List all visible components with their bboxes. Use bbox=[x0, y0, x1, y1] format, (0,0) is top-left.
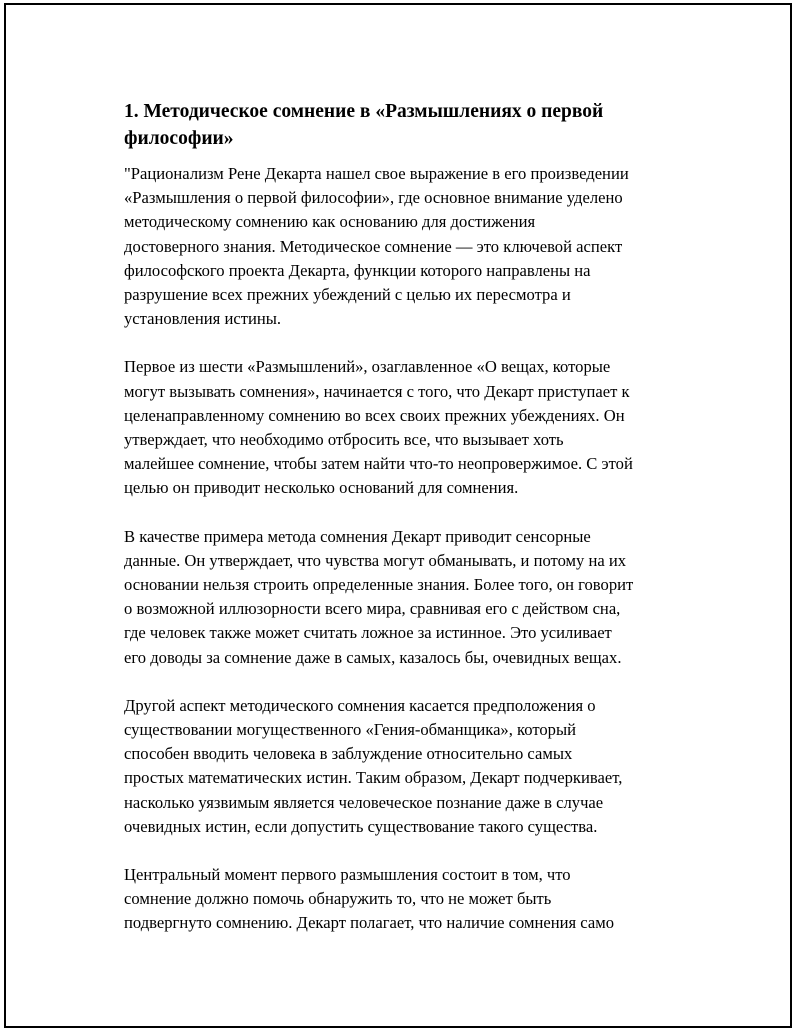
text-line: В качестве примера метода сомнения Декарт приводит сенсорные bbox=[124, 526, 591, 546]
heading-line: философии» bbox=[124, 128, 234, 149]
text-line: установления истины. bbox=[124, 309, 282, 329]
text-line: Другой аспект методического сомнения касается предположения о bbox=[124, 695, 596, 715]
text-line: способен вводить человека в заблуждение относительно самых bbox=[124, 744, 573, 764]
text-line: целенаправленному сомнению во всех своих прежних убеждениях. Он bbox=[124, 405, 625, 425]
paragraph bbox=[124, 694, 696, 839]
text-line: очевидных истин, если допустить существование такого существа. bbox=[124, 816, 598, 836]
text-line: методическому сомнению как основанию для достижения bbox=[124, 212, 536, 232]
text-line: могут вызывать сомнения», начинается с того, что Декарт приступает к bbox=[124, 381, 630, 401]
text-line: сомнение должно помочь обнаружить то, что не может быть bbox=[124, 889, 552, 909]
text-line: Первое из шести «Размышлений», озаглавленное «О вещах, которые bbox=[124, 357, 611, 377]
text-line: насколько уязвимым является человеческое познание даже в случае bbox=[124, 792, 604, 812]
text-line: основании нельзя строить определенные знания. Более того, он говорит bbox=[124, 575, 634, 595]
document-content bbox=[124, 98, 696, 960]
text-line: подвергнуто сомнению. Декарт полагает, что наличие сомнения само bbox=[124, 913, 615, 933]
text-line: малейшее сомнение, чтобы затем найти что-то неопровержимое. С этой bbox=[124, 454, 633, 474]
text-line: целью он приводит несколько оснований для сомнения. bbox=[124, 478, 519, 498]
paragraph bbox=[124, 355, 696, 500]
paragraph bbox=[124, 863, 696, 936]
text-line: разрушение всех прежних убеждений с целью их пересмотра и bbox=[124, 285, 571, 305]
text-line: простых математических истин. Таким образом, Декарт подчеркивает, bbox=[124, 768, 623, 788]
paragraph bbox=[124, 162, 696, 331]
text-line: где человек также может считать ложное за истинное. Это усиливает bbox=[124, 623, 612, 643]
page-frame bbox=[4, 3, 792, 1028]
text-line: о возможной иллюзорности всего мира, сравнивая его с действом сна, bbox=[124, 599, 621, 619]
text-line: утверждает, что необходимо отбросить все, что вызывает хоть bbox=[124, 430, 564, 450]
text-line: существовании могущественного «Гения-обманщика», который bbox=[124, 720, 576, 740]
text-line: достоверного знания. Методическое сомнение — это ключевой аспект bbox=[124, 236, 623, 256]
paragraph bbox=[124, 525, 696, 670]
section-heading bbox=[124, 98, 696, 152]
text-line: данные. Он утверждает, что чувства могут обманывать, и потому на их bbox=[124, 550, 627, 570]
text-line: "Рационализм Рене Декарта нашел свое выражение в его произведении bbox=[124, 164, 629, 183]
text-line: Центральный момент первого размышления состоит в том, что bbox=[124, 865, 571, 885]
heading-line: 1. Методическое сомнение в «Размышлениях о первой bbox=[124, 101, 604, 122]
text-line: его доводы за сомнение даже в самых, казалось бы, очевидных вещах. bbox=[124, 647, 622, 667]
text-line: «Размышления о первой философии», где основное внимание уделено bbox=[124, 188, 623, 208]
text-line: философского проекта Декарта, функции которого направлены на bbox=[124, 260, 591, 280]
